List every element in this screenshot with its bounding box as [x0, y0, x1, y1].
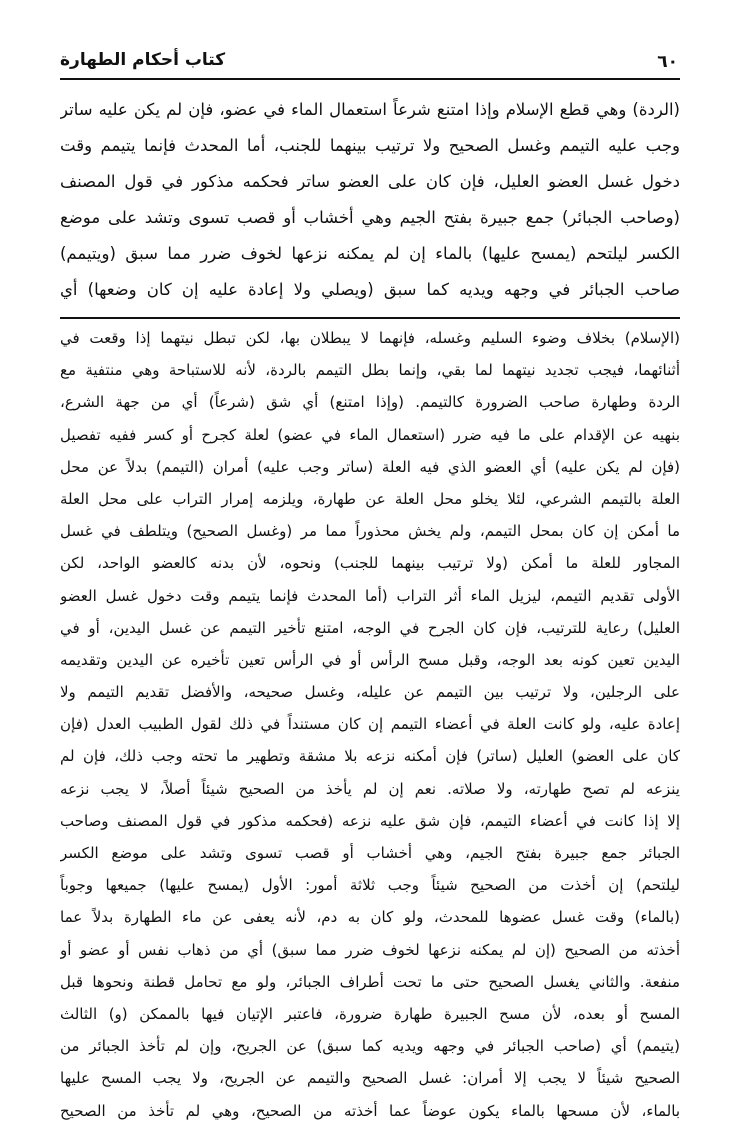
footnote-line: المجاور للعلة ما أمكن (ولا ترتيب بينهما للجنب) ونحوه، لأن بدنه كالعضو الواحد، لكن [60, 554, 680, 573]
header-rule [60, 78, 680, 80]
running-title: كتاب أحكام الطهارة [60, 50, 226, 70]
footnote-line: المسح أو بعده، لأن مسح الجبيرة طهارة ضرورة، فاعتبر الإتيان فيها بالممكن (و) الثالث [60, 1004, 680, 1023]
footnote-line: (الإسلام) بخلاف وضوء السليم وغسله، فإنهما لا يبطلان بها، لكن تبطل نيتهما إذا وقعت في [60, 329, 680, 347]
footnote-line: على الرجلين، ولا ترتيب بين التيمم عن عليله، وغسل صحيحه، والأفضل تقديم التيمم ولا [60, 683, 680, 702]
footnote-line: أخذته من الصحيح (إن لم يمكنه نزعها لخوف ضرر مما سبق) أي من ذهاب نفس أو عضو أو [60, 940, 680, 959]
footnote-line: (يتيمم) أي (صاحب الجبائر في وجهه ويديه كما سبق) عن الجريح، وإن لم تأخذ الجبائر من [60, 1037, 680, 1056]
footnote-line: (فإن لم يكن عليه) أي العضو الذي فيه العلة (ساتر وجب عليه) أمران (التيمم) بدلاً عن محل [60, 457, 680, 476]
main-line: صاحب الجبائر في وجهه ويديه كما سبق (ويصلي ولا إعادة عليه إن كان وضعها) أي [60, 280, 680, 299]
footnote-line: اليدين تعين كونه بعد الوجه، وقبل مسح الرأس أو في الرأس تعين تأخيره عن اليدين وتقديمه [60, 650, 680, 669]
footnotes [60, 322, 680, 1127]
footnote-line: ليلتحم) إن أخذت من الصحيح شيئاً وجب ثلاثة أمور: الأول (يمسح عليها) جميعها وجوباً [60, 876, 680, 895]
footnote-line: أثنائهما، فيجب تجديد نيتهما لما بقي، وإنما بطل التيمم بالردة، لأنه للاستباحة وهي منتفية مع [60, 361, 680, 380]
footnote-line: بنهيه عن الإقدام على ما فيه ضرر (استعمال الماء في عضو) لعلة كجرح أو كسر ففيه تفصيل [60, 425, 680, 444]
footnote-line: إعادة عليه، ولو كانت العلة في أعضاء التيمم إن كان مستنداً في ذلك لقول الطبيب العدل (فإن [60, 715, 680, 734]
page-number: ٦٠ [657, 52, 678, 72]
page-header [60, 50, 680, 78]
footnote-line: كان على العضو) العليل (ساتر) فإن أمكنه نزعه بلا مشقة وتطهير ما تحته وجب ذلك، فإن لم [60, 747, 680, 766]
footnote-line: الردة وطهارة صاحب الضرورة كالتيمم. (وإذا امتنع) أي شق (شرعاً) أي من جهة الشرع، [60, 393, 680, 412]
footnote-line: منفعة. والثاني يغسل الصحيح حتى ما تحت أطراف الجبائر، ولو مع تحامل قطنة ونحوها قبل [60, 972, 680, 991]
footnote-line: ما أمكن إن كان بمحل التيمم، ولم يخش محذوراً مما مر (وغسل الصحيح) ويتلطف في غسل [60, 522, 680, 541]
main-line: الكسر ليلتحم (يمسح عليها) بالماء إن لم يمكنه نزعها لخوف ضرر مما سبق (ويتيمم) [60, 244, 680, 263]
footnote-line: العليل) رعاية للترتيب، فإن كان الجرح في الوجه، امتنع تأخير التيمم عن غسل اليدين، أو في [60, 618, 680, 637]
main-line: وجب عليه التيمم وغسل الصحيح ولا ترتيب بينهما للجنب، أما المحدث فإنما يتيمم وقت [60, 136, 680, 155]
footnote-separator-rule [60, 317, 680, 319]
footnote-line: العلة بالتيمم الشرعي، لئلا يخلو محل العلة عن طهارة، ويلزمه إمرار التراب على محل العلة [60, 489, 680, 508]
footnote-line: الأولى تقديم التيمم، ليزيل الماء أثر التراب (أما المحدث فإنما يتيمم وقت دخول غسل العضو [60, 586, 680, 605]
main-line: (الردة) وهي قطع الإسلام وإذا امتنع شرعاً استعمال الماء في عضو، فإن لم يكن عليه ساتر [60, 100, 680, 119]
footnote-line: الصحيح شيئاً لا يجب إلا أمران: غسل الصحيح والتيمم عن الجريح، ولا يجب المسح عليها [60, 1069, 680, 1088]
footnote-line: (بالماء) وقت غسل عضوها للمحدث، ولو كان به دم، لأنه يعفى عن ماء الطهارة بدلاً عما [60, 908, 680, 927]
footnote-line: ينزعه لم تصح طهارته، ولا صلاته. نعم إن لم يأخذ من الصحيح شيئاً أصلاً، لا يجب نزعه [60, 779, 680, 798]
main-line: (وصاحب الجبائر) جمع جبيرة بفتح الجيم وهي أخشاب أو قصب تسوى وتشد على موضع [60, 208, 680, 227]
main-line: دخول غسل العضو العليل، فإن كان على العضو ساتر فحكمه مذكور في قول المصنف [60, 172, 680, 191]
footnote-line: بالماء، لأن مسحها بالماء يكون عوضاً عما أخذته من الصحيح، وهي لم تأخذ من الصحيح [60, 1101, 680, 1120]
book-page [60, 0, 680, 1120]
footnote-line: الجبائر جمع جبيرة بفتح الجيم، وهي أخشاب أو قصب تسوى وتشد على موضع الكسر [60, 844, 680, 862]
main-text [60, 92, 680, 308]
footnote-line: إلا إذا كانت في أعضاء التيمم، فإن شق عليه نزعه (فحكمه مذكور في قول المصنف وصاحب [60, 811, 680, 830]
